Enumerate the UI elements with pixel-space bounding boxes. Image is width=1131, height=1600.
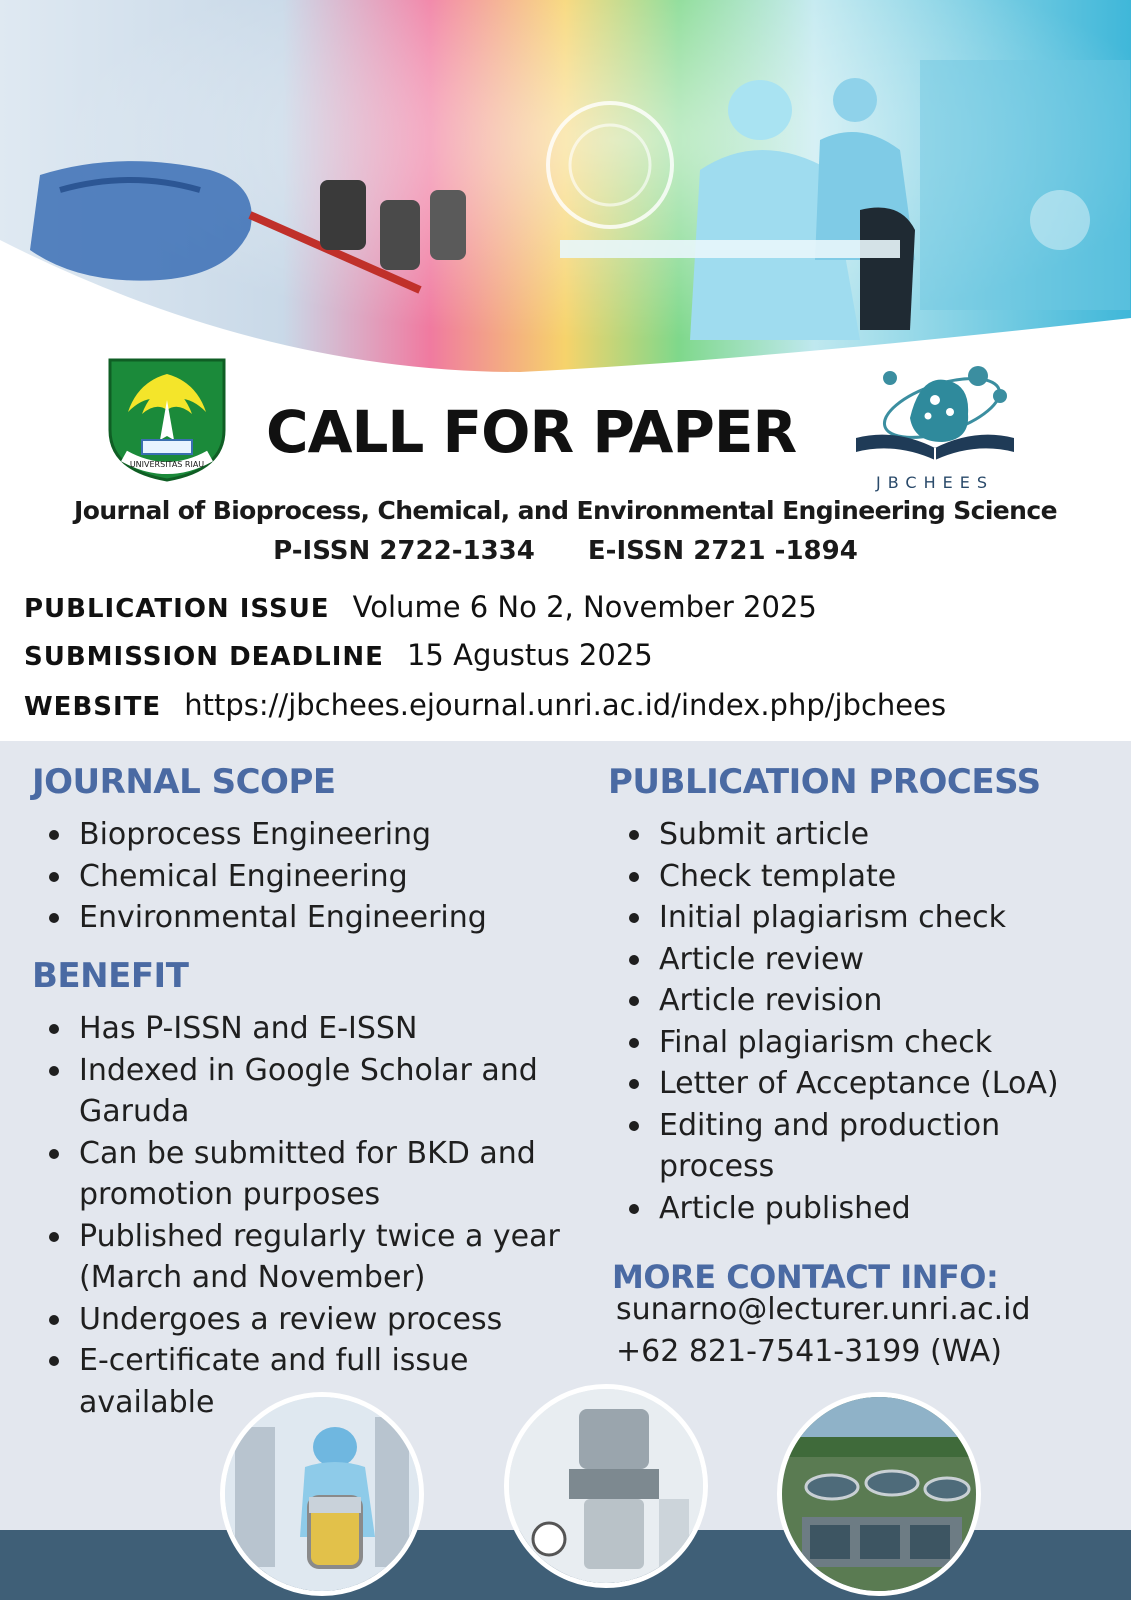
publication-issue-row: [24, 590, 817, 624]
process-item: Final plagiarism check: [612, 1022, 1112, 1064]
university-logo-text: UNIVERSITAS RIAU: [129, 460, 205, 469]
process-item: Editing and production process: [612, 1105, 1112, 1188]
publication-issue-label: PUBLICATION ISSUE: [24, 594, 330, 624]
contact-phone[interactable]: +62 821-7541-3199 (WA): [616, 1334, 1002, 1369]
benefit-item: Published regularly twice a year (March and November): [32, 1216, 572, 1299]
page-title: CALL FOR PAPER: [266, 398, 797, 466]
submission-deadline-row: [24, 638, 653, 672]
wastewater-plant-photo: [777, 1392, 981, 1596]
benefit-item: E-certificate and full issue available: [32, 1340, 572, 1423]
publication-process-list: [612, 814, 1112, 1229]
chemical-equipment-photo: [504, 1384, 708, 1588]
publication-issue-value: Volume 6 No 2, November 2025: [352, 590, 817, 624]
benefit-item: Indexed in Google Scholar and Garuda: [32, 1050, 572, 1133]
publication-process-heading: PUBLICATION PROCESS: [608, 762, 1041, 802]
process-item: Letter of Acceptance (LoA): [612, 1063, 1112, 1105]
website-link[interactable]: https://jbchees.ejournal.unri.ac.id/index.php/jbchees: [184, 688, 947, 722]
university-logo: [98, 352, 236, 484]
submission-deadline-value: 15 Agustus 2025: [406, 638, 653, 672]
hero-lab-photo: [0, 0, 1131, 400]
benefit-list: [32, 1008, 572, 1423]
bioreactor-photo: [220, 1392, 424, 1596]
journal-scope-heading: JOURNAL SCOPE: [32, 762, 336, 802]
journal-scope-list: [32, 814, 572, 939]
scope-item: Chemical Engineering: [32, 856, 572, 898]
website-row: [24, 688, 946, 722]
process-item: Submit article: [612, 814, 1112, 856]
contact-heading: MORE CONTACT INFO:: [612, 1258, 999, 1296]
issn-row: [0, 536, 1131, 566]
journal-logo-text: JBCHEES: [876, 473, 994, 492]
journal-name: Journal of Bioprocess, Chemical, and Environmental Engineering Science: [74, 496, 1057, 525]
contact-email[interactable]: sunarno@lecturer.unri.ac.id: [616, 1292, 1031, 1327]
process-item: Article published: [612, 1188, 1112, 1230]
benefit-item: Has P-ISSN and E-ISSN: [32, 1008, 572, 1050]
e-issn: E-ISSN 2721 -1894: [587, 536, 858, 566]
scope-item: Environmental Engineering: [32, 897, 572, 939]
benefit-heading: BENEFIT: [32, 956, 189, 996]
submission-deadline-label: SUBMISSION DEADLINE: [24, 642, 384, 672]
benefit-item: Can be submitted for BKD and promotion purposes: [32, 1133, 572, 1216]
journal-logo: [850, 356, 1020, 496]
process-item: Article revision: [612, 980, 1112, 1022]
p-issn: P-ISSN 2722-1334: [273, 536, 535, 566]
benefit-item: Undergoes a review process: [32, 1299, 572, 1341]
process-item: Check template: [612, 856, 1112, 898]
process-item: Initial plagiarism check: [612, 897, 1112, 939]
process-item: Article review: [612, 939, 1112, 981]
scope-item: Bioprocess Engineering: [32, 814, 572, 856]
website-label: WEBSITE: [24, 692, 162, 722]
